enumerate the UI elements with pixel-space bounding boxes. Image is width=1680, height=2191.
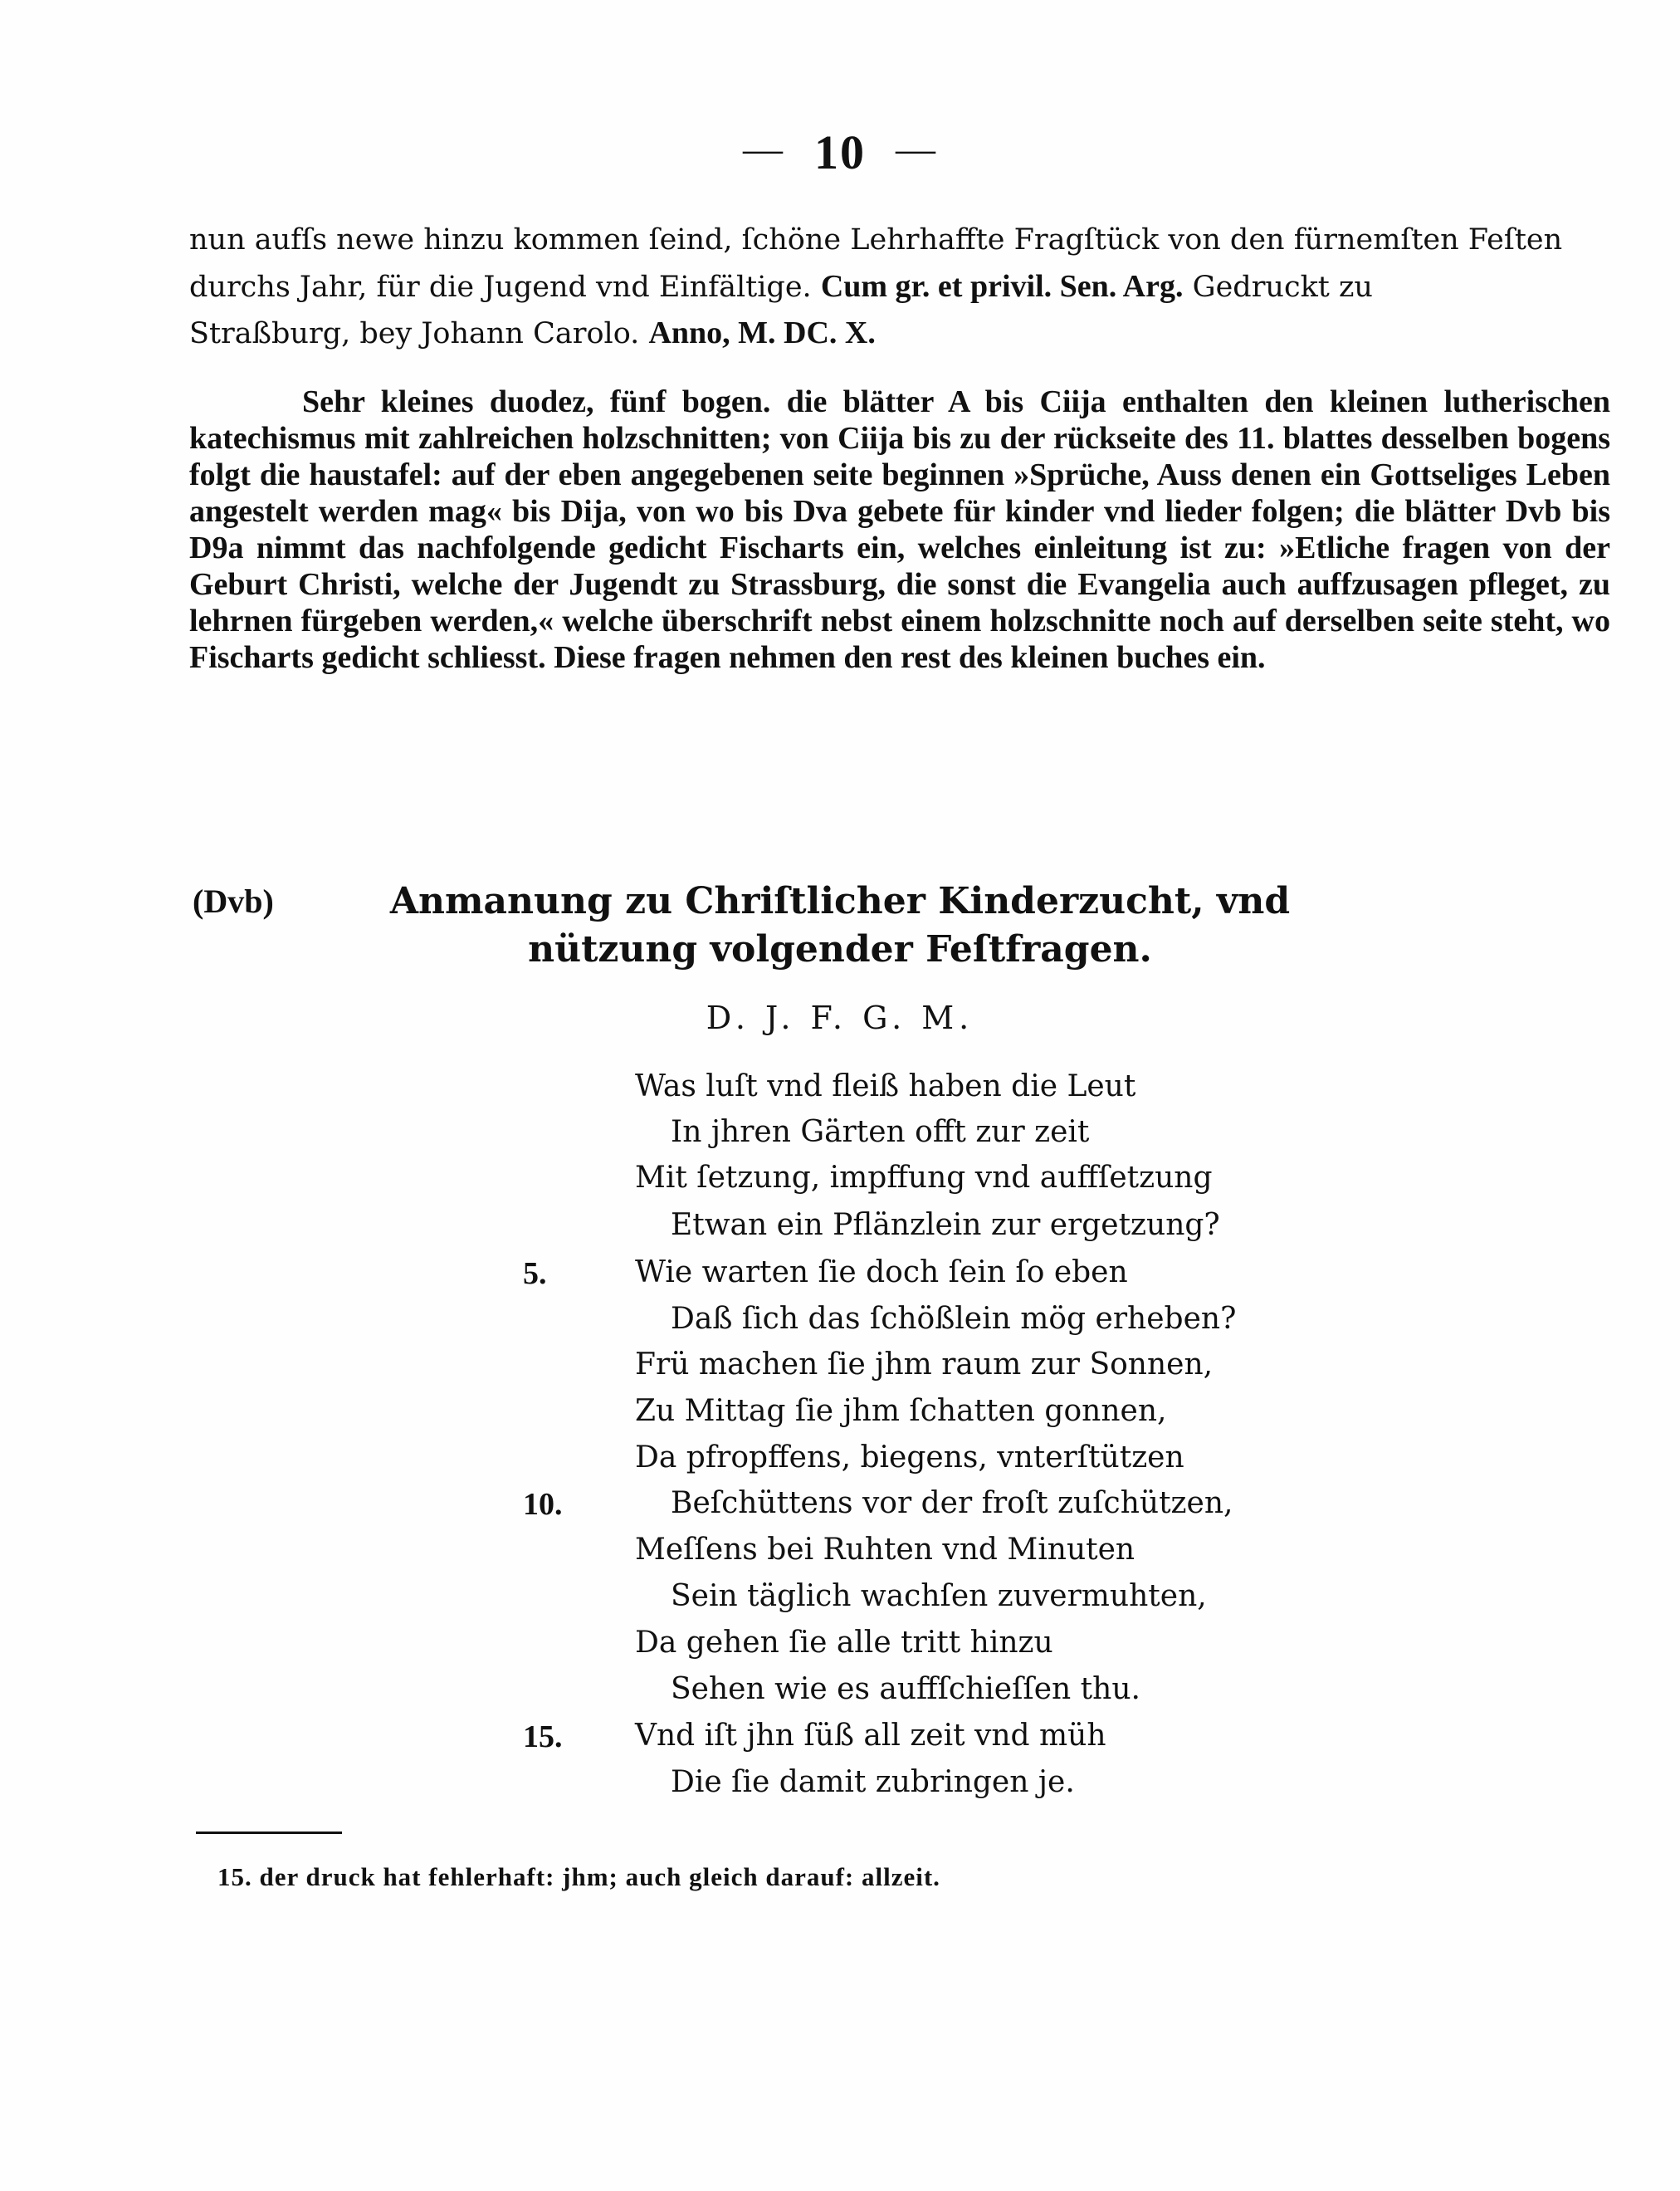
footnote: 15. der druck hat fehlerhaft: jhm; auch gleich darauf: allzeit. [217,1862,940,1891]
author-initials: D. J. F. G. M. [706,1000,974,1036]
poem-title-line-1: Anmanung zu Chriſtlicher Kinderzucht, vnd [389,880,1291,922]
verse-number-5: 5. [523,1256,547,1291]
verse-number-15: 15. [523,1719,563,1754]
verse-line: Zu Mittag ſie jhm ſchatten gonnen, [635,1394,1167,1428]
verse-line: Da pfropffens, biegens, vnterſtützen [635,1440,1184,1475]
verse-line: Sein täglich wachſen zuvermuhten, [671,1579,1207,1613]
footnote-rule [196,1832,342,1834]
verse-line: Beſchüttens vor der froſt zuſchützen, [671,1486,1233,1520]
verse-number-10: 10. [523,1487,563,1522]
verse-line: Meſſens bei Ruhten vnd Minuten [635,1533,1135,1567]
signature-mark: (Dvb) [193,883,274,920]
poem-title-line-2: nützung volgender Feſtfragen. [528,928,1152,971]
verse-line: Daß ſich das ſchößlein mög erheben? [671,1302,1237,1336]
title-line-1: nun aufſs newe hinzu kommen ſeind, ſchöne Lehrhaffte Fragſtück von den fürnemſten Feſten [189,223,1563,257]
title-line-2-part-1: durchs Jahr, für die Jugend vnd Einfältige. [189,271,812,304]
page-number [0,125,1680,180]
description-paragraph: Sehr kleines duodez, fünf bogen. die blätter A bis Ciija enthalten den kleinen lutherischen katechismus mit zahlreichen holzschnitten; von Ciija bis zu der rückseite des 11. blattes desselben bogens folgt die haustafel: auf der eben angegebenen seite beginnen »Sprüche, Auss denen ein Gottseliges Leben angestelt werden mag« bis Dija, von wo bis Dva gebete für kinder vnd lieder folgen; die blätter Dvb bis D9a nimmt das nachfolgende gedicht Fischarts ein, welches einleitung ist zu: »Etliche fragen von der Geburt Christi, welche der Jugendt zu Strassburg, die sonst die Evangelia auch auffzusagen pfleget, zu lehrnen fürgeben werden,« welche überschrift nebst einem holzschnitte noch auf derselben seite steht, wo Fischarts gedicht schliesst. Diese fragen nehmen den rest des kleinen buches ein. [189,384,1610,675]
page-number-value: 10 [814,125,866,179]
verse-line: In jhren Gärten offt zur zeit [671,1115,1090,1149]
verse-line: Etwan ein Pflänzlein zur ergetzung? [671,1208,1220,1242]
verse-line: Die ſie damit zubringen je. [671,1765,1075,1799]
verse-line: Mit ſetzung, impffung vnd auffſetzung [635,1161,1213,1195]
verse-line: Da gehen ſie alle tritt hinzu [635,1626,1053,1660]
page-number-dash-right: — [896,127,937,171]
verse-line: Wie warten ſie doch ſein ſo eben [635,1255,1128,1289]
title-privilege: Cum gr. et privil. Sen. Arg. [820,269,1184,304]
verse-line: Was luſt vnd fleiß haben die Leut [635,1069,1136,1103]
title-year: Anno, M. DC. X. [648,315,876,350]
verse-line: Frü machen ſie jhm raum zur Sonnen, [635,1347,1214,1382]
verse-line: Sehen wie es auffſchieſſen thu. [671,1672,1140,1706]
title-line-3 [189,311,1610,357]
title-line-3-part-1: Straßburg, bey Johann Carolo. [189,317,640,350]
verse-line: Vnd iſt jhn ſüß all zeit vnd müh [635,1719,1106,1753]
title-line-2-part-3: Gedruckt zu [1192,271,1373,304]
page-number-dash-left: — [743,127,784,171]
title-line-2 [189,264,1610,311]
